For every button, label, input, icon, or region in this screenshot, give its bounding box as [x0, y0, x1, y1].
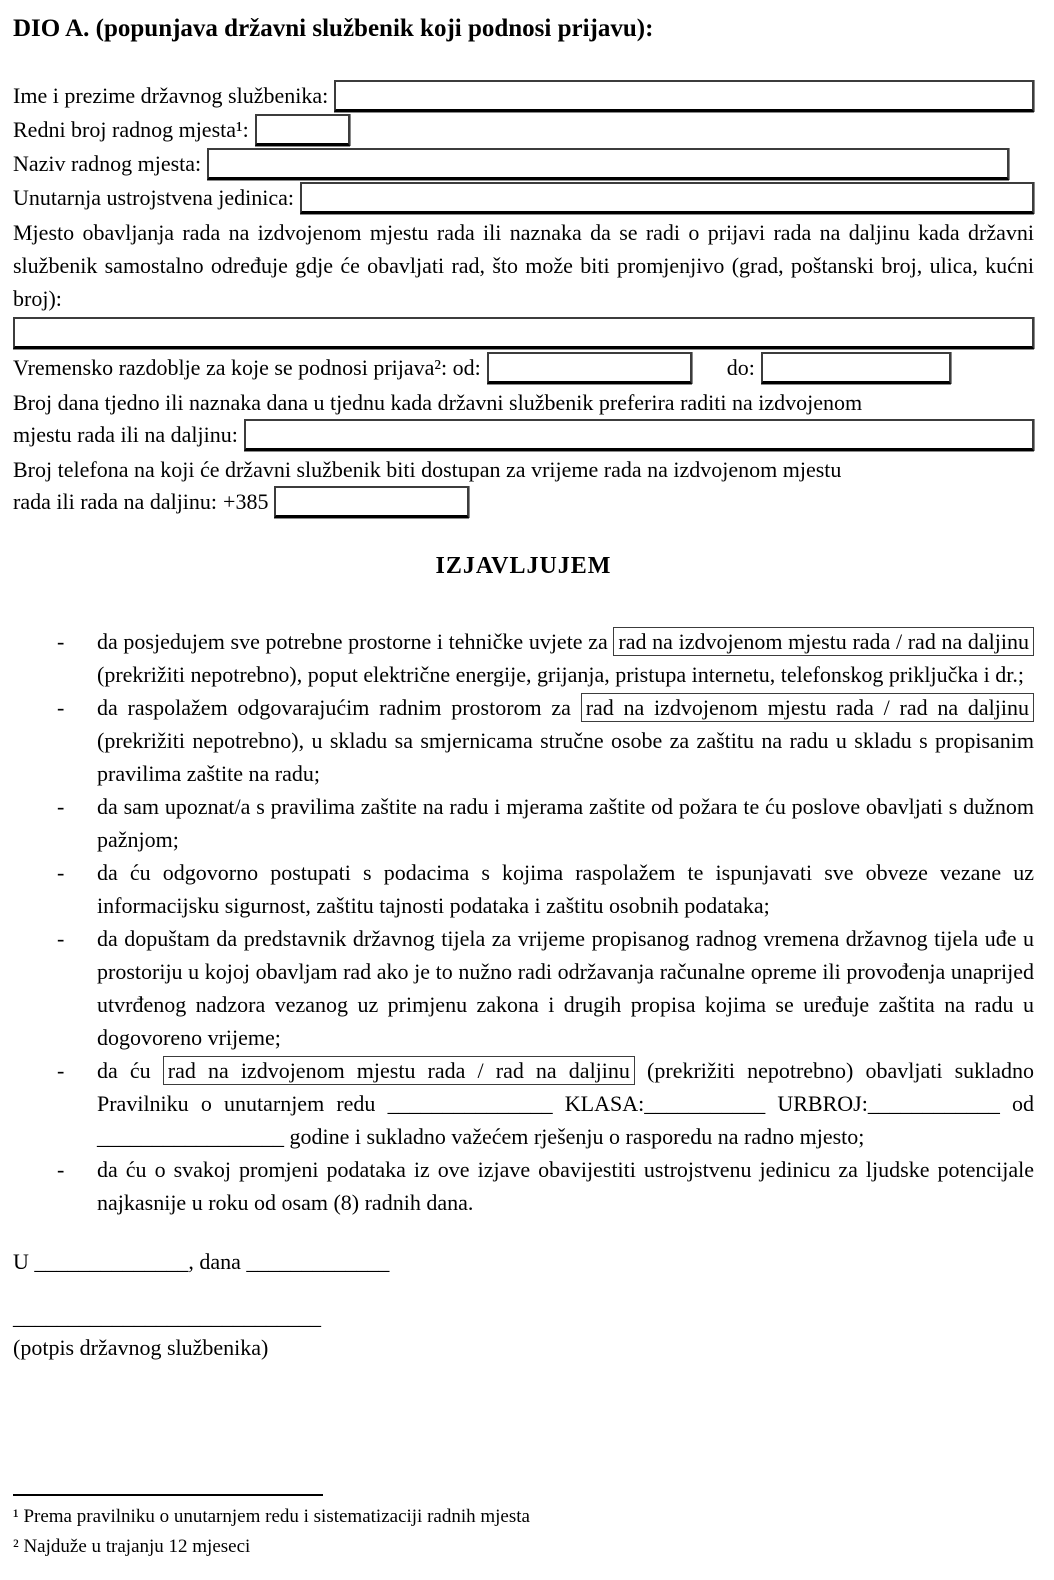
text-segment: da sam upoznat/a s pravilima zaštite na radu i mjerama zaštite od požara te ću poslove obavljati s dužnom pažnjom; — [97, 794, 1034, 852]
name-label: Ime i prezime državnog službenika: — [13, 83, 329, 108]
field-row-phone — [13, 486, 1034, 520]
declaration-item — [13, 922, 1034, 1054]
declaration-item-text — [97, 691, 1034, 790]
text-segment: (prekrižiti nepotrebno), poput električne energije, grijanja, pristupa internetu, telefonskog priključka i dr.; — [97, 662, 1024, 687]
work-location-input-box[interactable] — [13, 317, 1034, 349]
days-per-week-label-line2: mjestu rada ili na daljinu: — [13, 422, 238, 447]
declaration-item-text — [97, 922, 1034, 1054]
declaration-item — [13, 1153, 1034, 1219]
footnotes-block — [13, 1494, 1034, 1562]
declaration-heading: IZJAVLJUJEM — [435, 553, 612, 579]
declaration-item-text — [97, 790, 1034, 856]
name-input-box[interactable] — [334, 80, 1034, 112]
period-to-input-box[interactable] — [761, 352, 951, 384]
period-from-input-box[interactable] — [487, 352, 692, 384]
field-row-org-unit — [13, 182, 1034, 216]
declaration-item — [13, 625, 1034, 691]
days-per-week-input-box[interactable] — [244, 419, 1034, 451]
field-row-period — [13, 352, 1034, 386]
strike-option-box: rad na izdvojenom mjestu rada / rad na daljinu — [163, 1056, 635, 1085]
declaration-item — [13, 856, 1034, 922]
org-unit-label: Unutarnja ustrojstvena jedinica: — [13, 185, 295, 210]
phone-label-line2: rada ili rada na daljinu: — [13, 489, 218, 514]
job-title-label: Naziv radnog mjesta: — [13, 151, 202, 176]
footnote: ¹ Prema pravilniku o unutarnjem redu i sistematizaciji radnih mjesta — [13, 1506, 530, 1527]
strike-option-box: rad na izdvojenom mjestu rada / rad na daljinu — [581, 693, 1034, 722]
text-segment: (prekrižiti nepotrebno), u skladu sa smjernicama stručne osobe za zaštitu na radu u skladu s propisanim pravilima zaštite na radu; — [97, 728, 1034, 786]
text-segment: da dopuštam da predstavnik državnog tijela za vrijeme propisanog radnog vremena državnog tijela uđe u prostoriju u kojoj obavljam rad ako je to nužno radi održavanja računalne opreme ili provođenja unaprijed utvrđenog nadzora vezanog uz primjenu zakona i drugih propisa kojima se uređuje zaštita na radu u dogovoreno vrijeme; — [97, 926, 1034, 1050]
field-row-days-per-week — [13, 419, 1034, 453]
declaration-item — [13, 691, 1034, 790]
days-per-week-label-line1: Broj dana tjedno ili naznaka dana u tjednu kada državni službenik preferira raditi na izdvojenom — [13, 390, 863, 415]
text-segment: (prekrižiti nepotrebno) obavljati sukladno Pravilniku o unutarnjem redu _______________ KLASA:___________ URBROJ:____________ od _________________ godine i sukladno važećem rješenju o rasporedu na radno mjesto; — [97, 1058, 1035, 1149]
field-row-name — [13, 80, 1034, 114]
declaration-item-text — [97, 856, 1034, 922]
text-segment: da ću o svakoj promjeni podataka iz ove izjave obavijestiti ustrojstvenu jedinicu za ljudske potencijale najkasnije u roku od osam (8) radnih dana. — [97, 1157, 1034, 1215]
text-segment: da raspolažem odgovarajućim radnim prostorom za — [97, 695, 581, 720]
phone-label-line1: Broj telefona na koji će državni službenik biti dostupan za vrijeme rada na izdvojenom mjestu — [13, 457, 842, 482]
org-unit-input-box[interactable] — [300, 182, 1034, 214]
period-to-label: do: — [726, 355, 755, 380]
declaration-list — [13, 625, 1034, 1219]
text-segment: da posjedujem sve potrebne prostorne i tehničke uvjete za — [97, 629, 614, 654]
declaration-item-text — [97, 1153, 1034, 1219]
strike-option-box: rad na izdvojenom mjestu rada / rad na daljinu — [613, 627, 1034, 656]
text-segment: da ću — [97, 1058, 163, 1083]
field-row-job-title — [13, 148, 1034, 182]
signature-line: ____________________________ — [13, 1304, 321, 1329]
declaration-item-text — [97, 1054, 1034, 1153]
period-label: Vremensko razdoblje za koje se podnosi prijava²: od: — [13, 355, 481, 380]
declaration-item — [13, 1054, 1034, 1153]
footnote: ² Najduže u trajanju 12 mjeseci — [13, 1536, 251, 1557]
job-number-input-box[interactable] — [255, 114, 350, 146]
place-date-line: U ______________, dana _____________ — [13, 1249, 390, 1274]
signature-caption: (potpis državnog službenika) — [13, 1335, 269, 1360]
phone-prefix: +385 — [223, 489, 269, 514]
field-row-job-number — [13, 114, 1034, 148]
job-title-input-box[interactable] — [207, 148, 1009, 180]
footnote-lines — [13, 1502, 1034, 1562]
text-segment: da ću odgovorno postupati s podacima s kojima raspolažem te ispunjavati sve obveze vezane uz informacijsku sigurnost, zaštitu tajnosti podataka i zaštitu osobnih podataka; — [97, 860, 1034, 918]
job-number-label: Redni broj radnog mjesta¹: — [13, 117, 249, 142]
declaration-item — [13, 790, 1034, 856]
declaration-item-text — [97, 625, 1034, 691]
phone-input-box[interactable] — [274, 486, 469, 518]
work-location-label: Mjesto obavljanja rada na izdvojenom mjestu rada ili naznaka da se radi o prijavi rada na daljinu kada državni službenik samostalno određuje gdje će obavljati rad, što može biti promjenjivo (grad, poštanski broj, ulica, kućni broj): — [13, 220, 1034, 311]
footnote-separator — [13, 1494, 323, 1496]
section-title: DIO A. (popunjava državni službenik koji podnosi prijavu): — [13, 15, 654, 42]
